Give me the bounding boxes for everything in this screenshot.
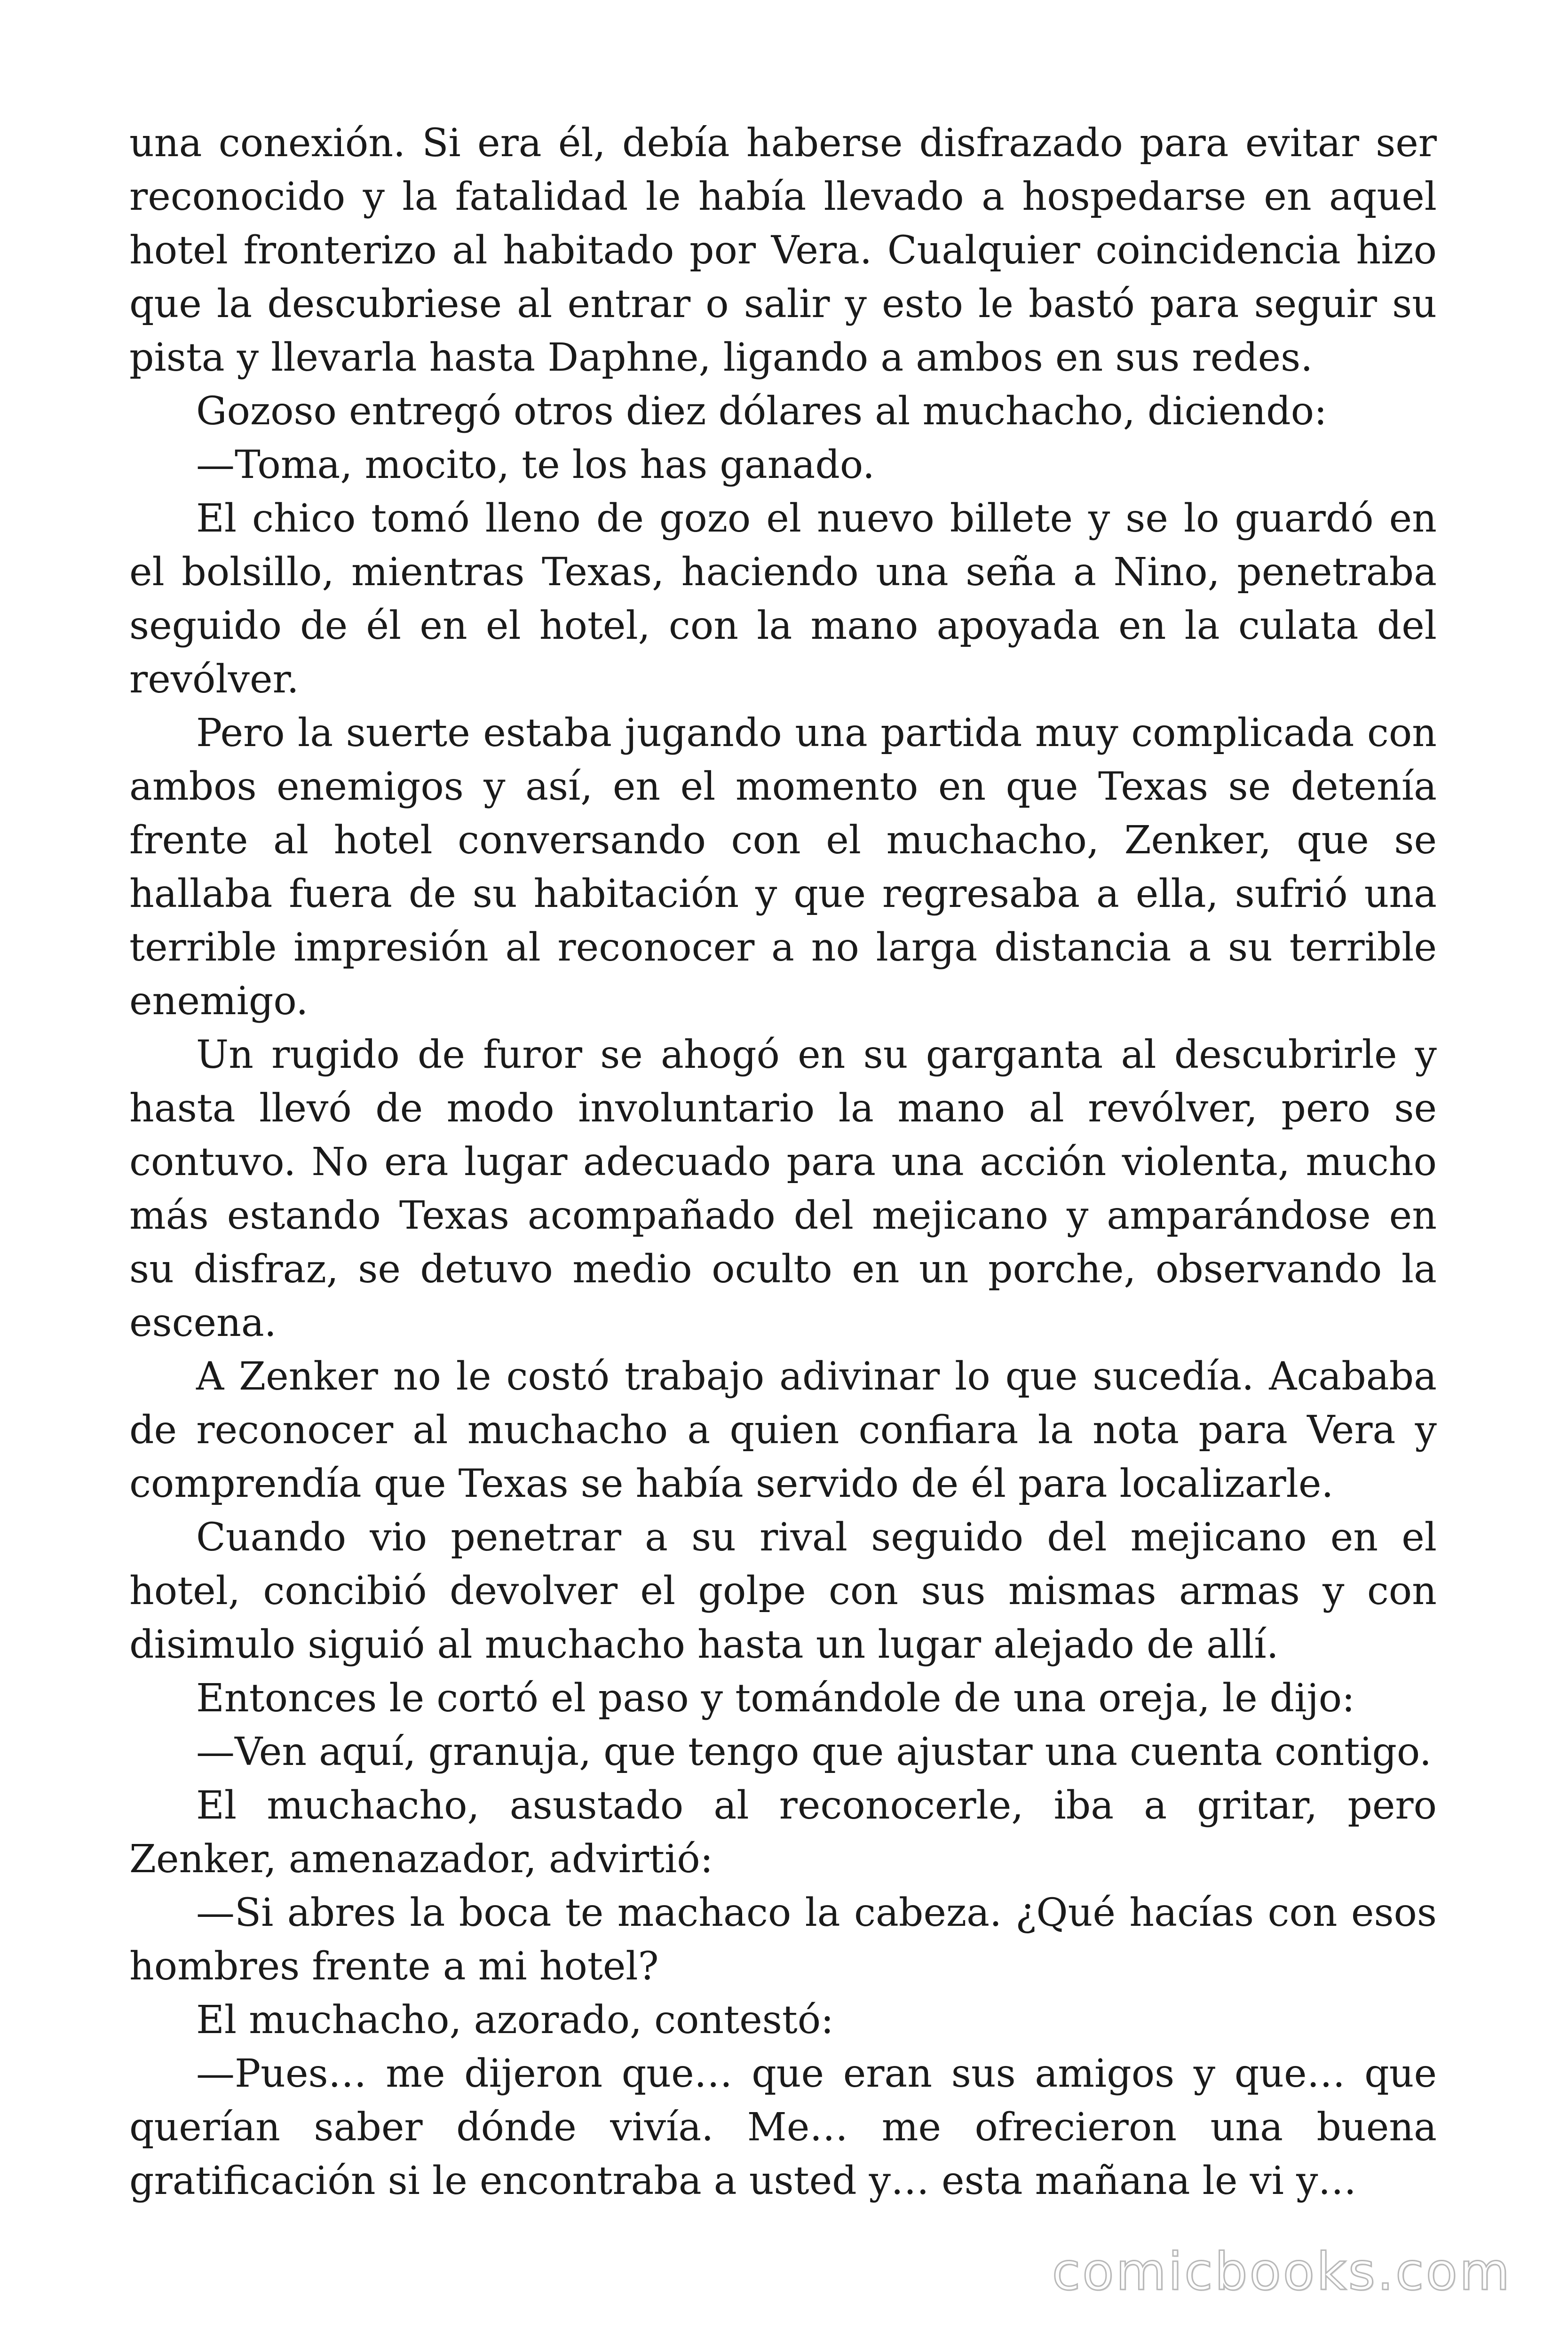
paragraph: Un rugido de furor se ahogó en su garganta al descubrirle y hasta llevó de modo involuntario la mano al revólver, pero se contuvo. No era lugar adecuado para una acción violenta, mucho más estando Texas acompañado del mejicano y amparándose en su disfraz, se detuvo medio oculto en un porche, observando la escena. xyxy=(129,1033,1437,1345)
paragraph: El muchacho, azorado, contestó: xyxy=(196,1998,834,2042)
paragraph: —Ven aquí, granuja, que tengo que ajustar una cuenta contigo. xyxy=(196,1730,1432,1774)
paragraph: Pero la suerte estaba jugando una partida muy complicada con ambos enemigos y así, en el momento en que Texas se detenía frente al hotel conversando con el muchacho, Zenker, que se hallaba fuera de su habitación y que regresaba a ella, sufrió una terrible impresión al reconocer a no larga distancia a su terrible enemigo. xyxy=(129,711,1437,1024)
paragraph: El chico tomó lleno de gozo el nuevo billete y se lo guardó en el bolsillo, mientras Texas, haciendo una seña a Nino, penetraba seguido de él en el hotel, con la mano apoyada en la culata del revólver. xyxy=(129,496,1437,702)
paragraph: El muchacho, asustado al reconocerle, iba a gritar, pero Zenker, amenazador, advirtió: xyxy=(129,1783,1437,1882)
paragraph: Cuando vio penetrar a su rival seguido del mejicano en el hotel, concibió devolver el golpe con sus mismas armas y con disimulo siguió al muchacho hasta un lugar alejado de allí. xyxy=(129,1515,1437,1667)
paragraph: Entonces le cortó el paso y tomándole de una oreja, le dijo: xyxy=(196,1676,1355,1721)
paragraph: una conexión. Si era él, debía haberse disfrazado para evitar ser reconocido y la fatalidad le había llevado a hospedarse en aquel hotel fronterizo al habitado por Vera. Cualquier coincidencia hizo que la descubriese al entrar o salir y esto le bastó para seguir su pista y llevarla hasta Daphne, ligando a ambos en sus redes. xyxy=(129,121,1437,380)
paragraph: —Si abres la boca te machaco la cabeza. ¿Qué hacías con esos hombres frente a mi hotel? xyxy=(129,1891,1437,1989)
paragraph: —Pues… me dijeron que… que eran sus amigos y que… que querían saber dónde vivía. Me… me ofrecieron una buena gratificación si le encontraba a usted y… esta mañana le vi y… xyxy=(129,2051,1437,2203)
paragraph: Gozoso entregó otros diez dólares al muchacho, diciendo: xyxy=(196,389,1327,434)
paragraph: A Zenker no le costó trabajo adivinar lo que sucedía. Acababa de reconocer al muchacho a quien confiara la nota para Vera y comprendía que Texas se había servido de él para localizarle. xyxy=(129,1354,1437,1506)
watermark: comicbooks.com xyxy=(1052,2241,1512,2302)
paragraph: —Toma, mocito, te los has ganado. xyxy=(196,443,875,487)
body-text xyxy=(129,117,1437,2208)
